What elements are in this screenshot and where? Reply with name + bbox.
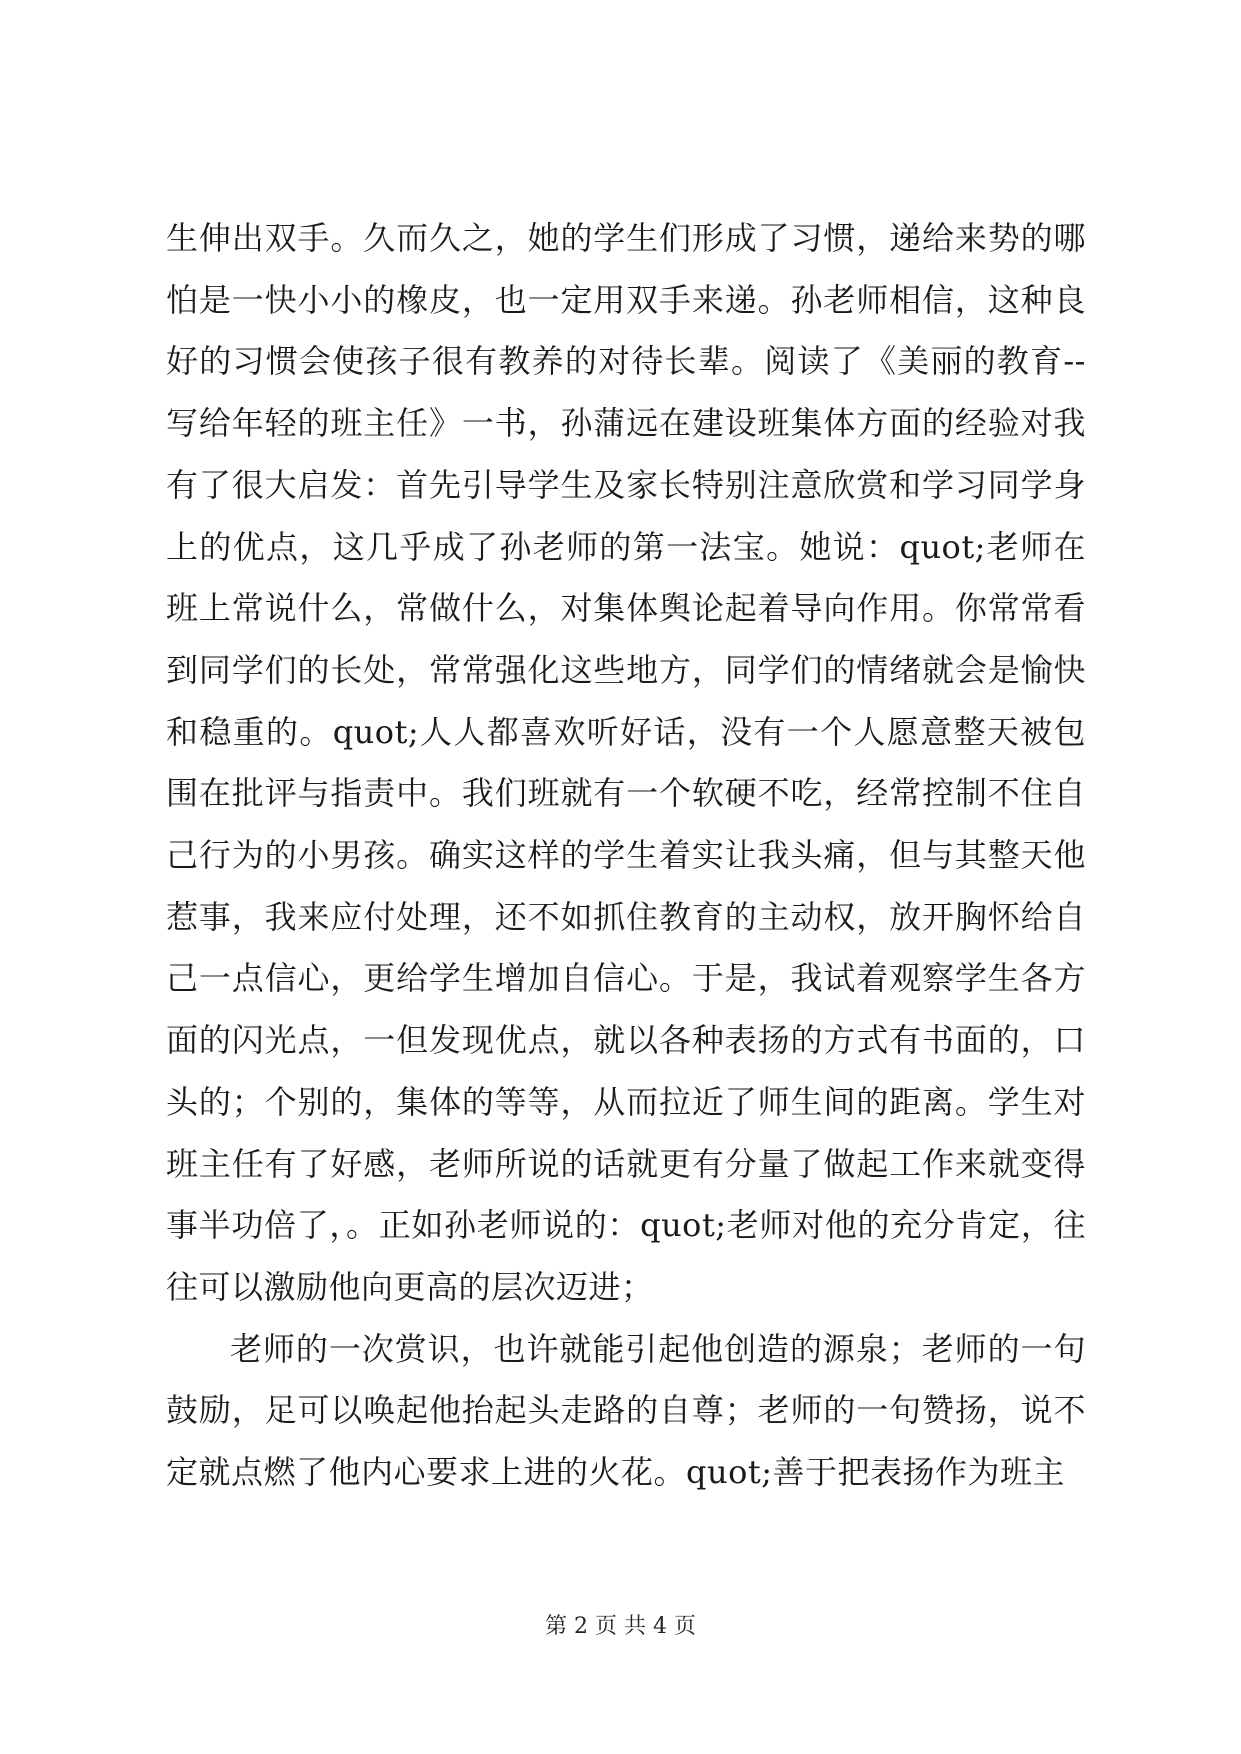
- paragraph-1: 生伸出双手。久而久之，她的学生们形成了习惯，递给来势的哪怕是一快小小的橡皮，也一定用双手来递。孙老师相信，这种良好的习惯会使孩子很有教养的对待长辈。阅读了《美丽的教育--写给年轻的班主任》一书，孙蒲远在建设班集体方面的经验对我有了很大启发：首先引导学生及家长特别注意欣赏和学习同学身上的优点，这几乎成了孙老师的第一法宝。她说：quot;老师在班上常说什么，常做什么，对集体舆论起着导向作用。你常常看到同学们的长处，常常强化这些地方，同学们的情绪就会是愉快和稳重的。quot;人人都喜欢听好话，没有一个人愿意整天被包围在批评与指责中。我们班就有一个软硬不吃，经常控制不住自己行为的小男孩。确实这样的学生着实让我头痛，但与其整天他惹事，我来应付处理，还不如抓住教育的主动权，放开胸怀给自己一点信心，更给学生增加自信心。于是，我试着观察学生各方面的闪光点，一但发现优点，就以各种表扬的方式有书面的，口头的；个别的，集体的等等，从而拉近了师生间的距离。学生对班主任有了好感，老师所说的话就更有分量了做起工作来就变得事半功倍了，。正如孙老师说的：quot;老师对他的充分肯定，往往可以激励他向更高的层次迈进；: [166, 219, 1086, 1306]
- body-text: [166, 208, 1086, 1504]
- paragraph-2: 老师的一次赏识，也许就能引起他创造的源泉；老师的一句鼓励，足可以唤起他抬起头走路的自尊；老师的一句赞扬，说不定就点燃了他内心要求上进的火花。quot;善于把表扬作为班主: [166, 1329, 1086, 1492]
- page-footer: 第 2 页 共 4 页: [545, 1614, 696, 1639]
